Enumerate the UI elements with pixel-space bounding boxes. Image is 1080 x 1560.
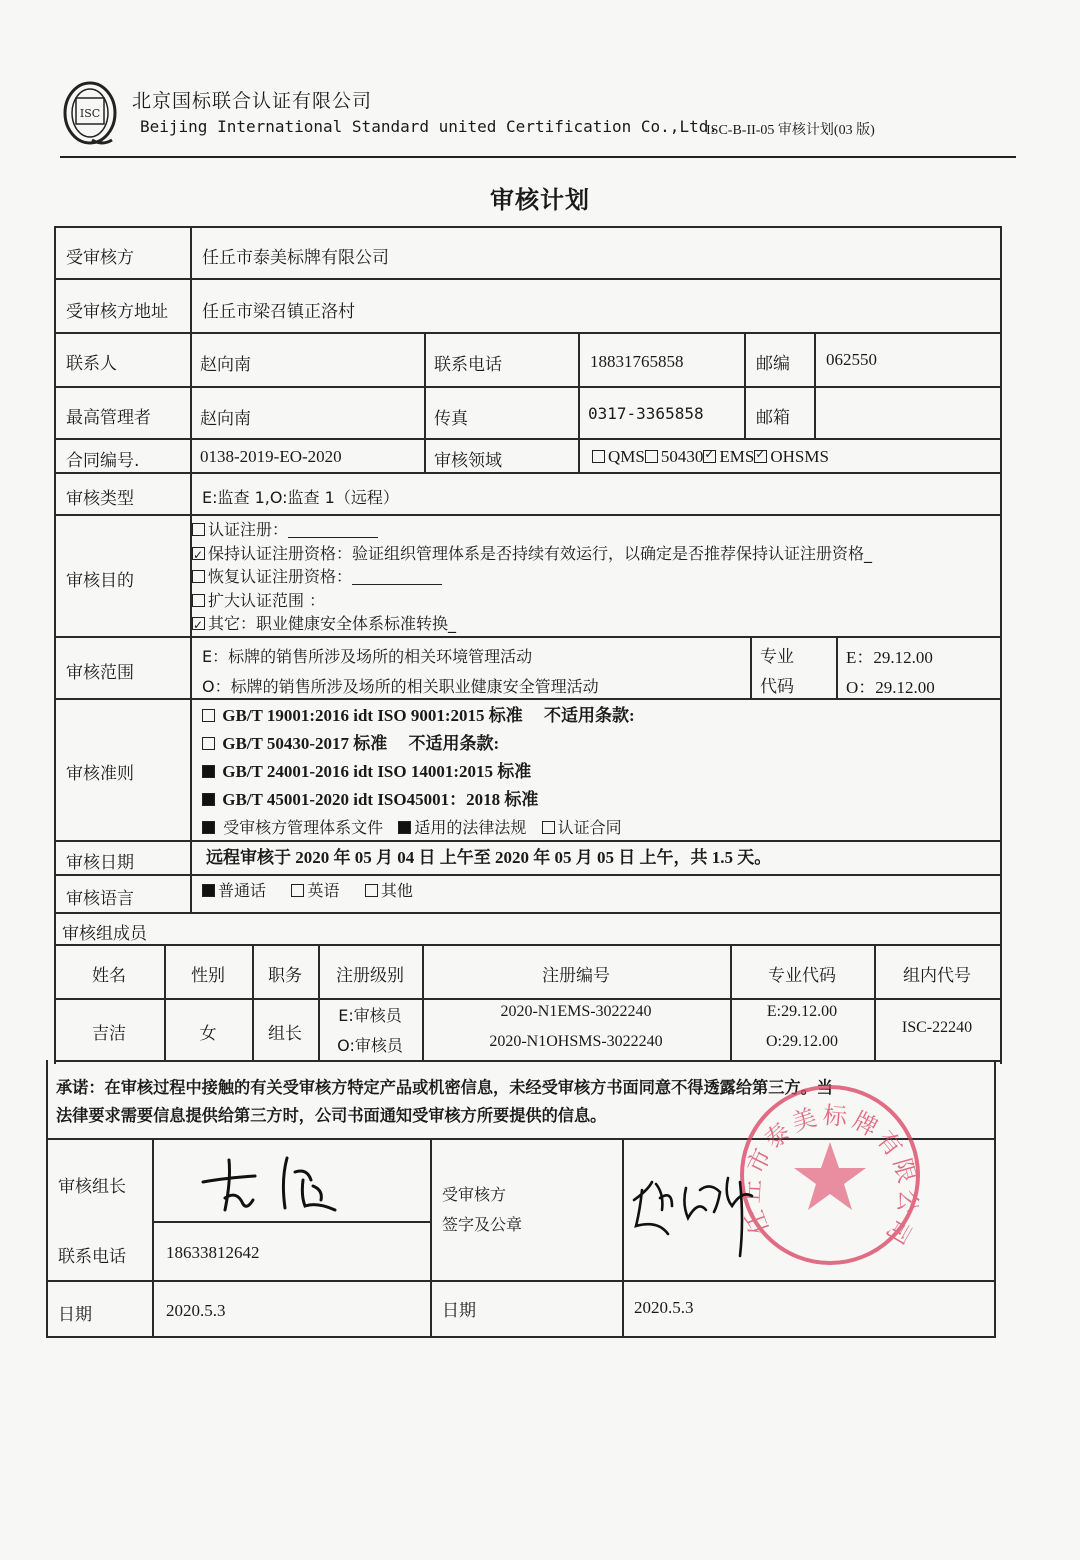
scope-code-label-1: 专业 [760, 647, 794, 667]
team-header-role: 职务 [268, 966, 302, 986]
purpose-list [192, 518, 872, 636]
auditee-date-label: 日期 [442, 1301, 476, 1321]
team-header-reg-no: 注册编号 [542, 966, 610, 986]
manager-label: 最高管理者 [66, 408, 151, 428]
fax-label: 传真 [434, 409, 468, 429]
team-header-code: 专业代码 [768, 966, 836, 986]
purpose-item[interactable]: ✓其它：职业健康安全体系标准转换_ [192, 612, 872, 636]
auditee-sign-label-2: 签字及公章 [442, 1215, 523, 1234]
checkbox-icon [592, 450, 605, 463]
leader-label: 审核组长 [58, 1177, 126, 1197]
checkbox-filled-icon [398, 821, 411, 834]
member-code-o: O:29.12.00 [766, 1033, 838, 1050]
scope-code-o: O：29.12.00 [846, 678, 935, 697]
purpose-item[interactable]: ✓保持认证注册资格：验证组织管理体系是否持续有效运行，以确定是否推荐保持认证注册资格_ [192, 542, 872, 566]
field-options [592, 447, 829, 467]
field-ems[interactable]: ✓ EMS [703, 447, 754, 466]
document-code: ISC-B-II-05 审核计划(03 版) [706, 123, 875, 138]
leader-phone-label: 联系电话 [58, 1247, 126, 1267]
checkbox-filled-icon [202, 765, 215, 778]
commitment-line-1: 承诺：在审核过程中接触的有关受审核方特定产品或机密信息，未经受审核方书面同意不得透露给第三方。当 [56, 1078, 833, 1097]
criteria-label: 审核准则 [66, 764, 134, 784]
language-options [202, 878, 413, 901]
scope-line-o: O：标牌的销售所涉及场所的相关职业健康安全管理活动 [202, 677, 599, 696]
checkbox-checked-icon [192, 547, 205, 560]
date-label: 审核日期 [66, 853, 134, 873]
team-label: 审核组成员 [62, 924, 147, 944]
auditee-value: 任丘市泰美标牌有限公司 [202, 248, 389, 268]
team-header-name: 姓名 [92, 966, 126, 986]
checkbox-checked-icon [703, 450, 716, 463]
member-gender: 女 [199, 1024, 217, 1044]
zip-value: 062550 [826, 350, 877, 369]
purpose-item[interactable]: 恢复认证注册资格： [192, 565, 872, 589]
member-role: 组长 [268, 1024, 302, 1044]
scope-code-label-2: 代码 [760, 677, 794, 697]
leader-date: 2020.5.3 [166, 1301, 226, 1320]
checkbox-icon [202, 737, 215, 750]
address-label: 受审核方地址 [66, 302, 168, 322]
seal-text: 任丘市泰美标牌有限公司 [737, 1101, 924, 1253]
header-rule [60, 156, 1016, 158]
checkbox-icon [192, 570, 205, 583]
email-label: 邮箱 [756, 408, 790, 428]
team-header-group-code: 组内代号 [903, 966, 971, 986]
address-value: 任丘市梁召镇正洛村 [202, 302, 355, 322]
criteria-item[interactable]: GB/T 19001:2016 idt ISO 9001:2015 标准 不适用条款: [202, 702, 635, 730]
criteria-list [202, 702, 635, 842]
company-name-cn: 北京国标联合认证有限公司 [132, 90, 373, 112]
member-name: 吉洁 [92, 1024, 126, 1044]
page-title: 审核计划 [490, 186, 590, 214]
contract-label: 合同编号. [66, 451, 140, 471]
phone-value: 18831765858 [590, 352, 684, 371]
leader-signature [195, 1150, 365, 1220]
language-other[interactable]: 其他 [365, 881, 413, 900]
scope-code-e: E：29.12.00 [846, 648, 933, 667]
auditee-label: 受审核方 [66, 248, 134, 268]
leader-date-label: 日期 [58, 1305, 92, 1325]
language-english[interactable]: 英语 [291, 881, 339, 900]
checkbox-filled-icon [202, 821, 215, 834]
member-level-e: E:审核员 [338, 1006, 402, 1025]
leader-phone: 18633812642 [166, 1243, 260, 1262]
field-ohsms[interactable]: ✓ OHSMS [754, 447, 829, 466]
manager-value: 赵向南 [200, 409, 251, 429]
contact-label: 联系人 [66, 354, 117, 374]
checkbox-icon [192, 523, 205, 536]
checkbox-icon [202, 709, 215, 722]
audit-type-value: E:监查 1,O:监查 1（远程） [202, 488, 399, 507]
language-mandarin[interactable]: 普通话 [202, 881, 266, 900]
scope-line-e: E：标牌的销售所涉及场所的相关环境管理活动 [202, 647, 533, 666]
checkbox-icon [542, 821, 555, 834]
phone-label: 联系电话 [434, 355, 502, 375]
checkbox-filled-icon [202, 884, 215, 897]
criteria-item[interactable]: GB/T 50430-2017 标准 不适用条款: [202, 730, 635, 758]
member-level-o: O:审核员 [337, 1036, 403, 1055]
purpose-label: 审核目的 [66, 571, 134, 591]
contract-value: 0138-2019-EO-2020 [200, 447, 342, 466]
field-qms[interactable]: QMS [592, 447, 645, 466]
auditee-sign-label-1: 受审核方 [442, 1185, 507, 1204]
checkbox-icon [645, 450, 658, 463]
team-header-gender: 性别 [191, 966, 225, 986]
blank-line [352, 570, 442, 585]
svg-text:ISC: ISC [79, 107, 101, 120]
checkbox-checked-icon [192, 617, 205, 630]
scope-label: 审核范围 [66, 663, 134, 683]
date-value: 远程审核于 2020 年 05 月 04 日 上午至 2020 年 05 月 05 日 上午，共 1.5 天。 [206, 848, 772, 867]
criteria-item[interactable]: GB/T 24001-2016 idt ISO 14001:2015 标准 [202, 758, 635, 786]
criteria-item[interactable]: 受审核方管理体系文件 适用的法律法规 认证合同 [202, 814, 635, 842]
checkbox-filled-icon [202, 793, 215, 806]
language-label: 审核语言 [66, 889, 134, 909]
blank-line [288, 523, 378, 538]
contact-value: 赵向南 [200, 355, 251, 375]
company-name-en: Beijing International Standard united Certification Co.,Ltd. [140, 117, 718, 136]
checkbox-checked-icon [754, 450, 767, 463]
isc-logo [62, 80, 118, 148]
checkbox-icon [192, 594, 205, 607]
purpose-item[interactable]: 认证注册： [192, 518, 872, 542]
team-header-level: 注册级别 [336, 966, 404, 986]
member-reg-no-e: 2020-N1EMS-3022240 [500, 1003, 652, 1020]
auditee-signature [628, 1160, 778, 1260]
commitment-line-2: 法律要求需要信息提供给第三方时，公司书面通知受审核方所要提供的信息。 [56, 1106, 607, 1125]
criteria-item[interactable]: GB/T 45001-2020 idt ISO45001：2018 标准 [202, 786, 635, 814]
member-code-e: E:29.12.00 [766, 1003, 838, 1020]
member-group-code: ISC-22240 [901, 1019, 973, 1036]
auditee-date: 2020.5.3 [634, 1298, 694, 1317]
member-reg-no-o: 2020-N1OHSMS-3022240 [489, 1033, 663, 1050]
checkbox-icon [365, 884, 378, 897]
audit-type-label: 审核类型 [66, 489, 134, 509]
field-label: 审核领域 [434, 451, 502, 471]
field-50430[interactable]: 50430 [645, 447, 704, 466]
checkbox-icon [291, 884, 304, 897]
zip-label: 邮编 [756, 354, 790, 374]
purpose-item[interactable]: 扩大认证范围 ： [192, 589, 872, 613]
fax-value: 0317-3365858 [588, 404, 704, 423]
